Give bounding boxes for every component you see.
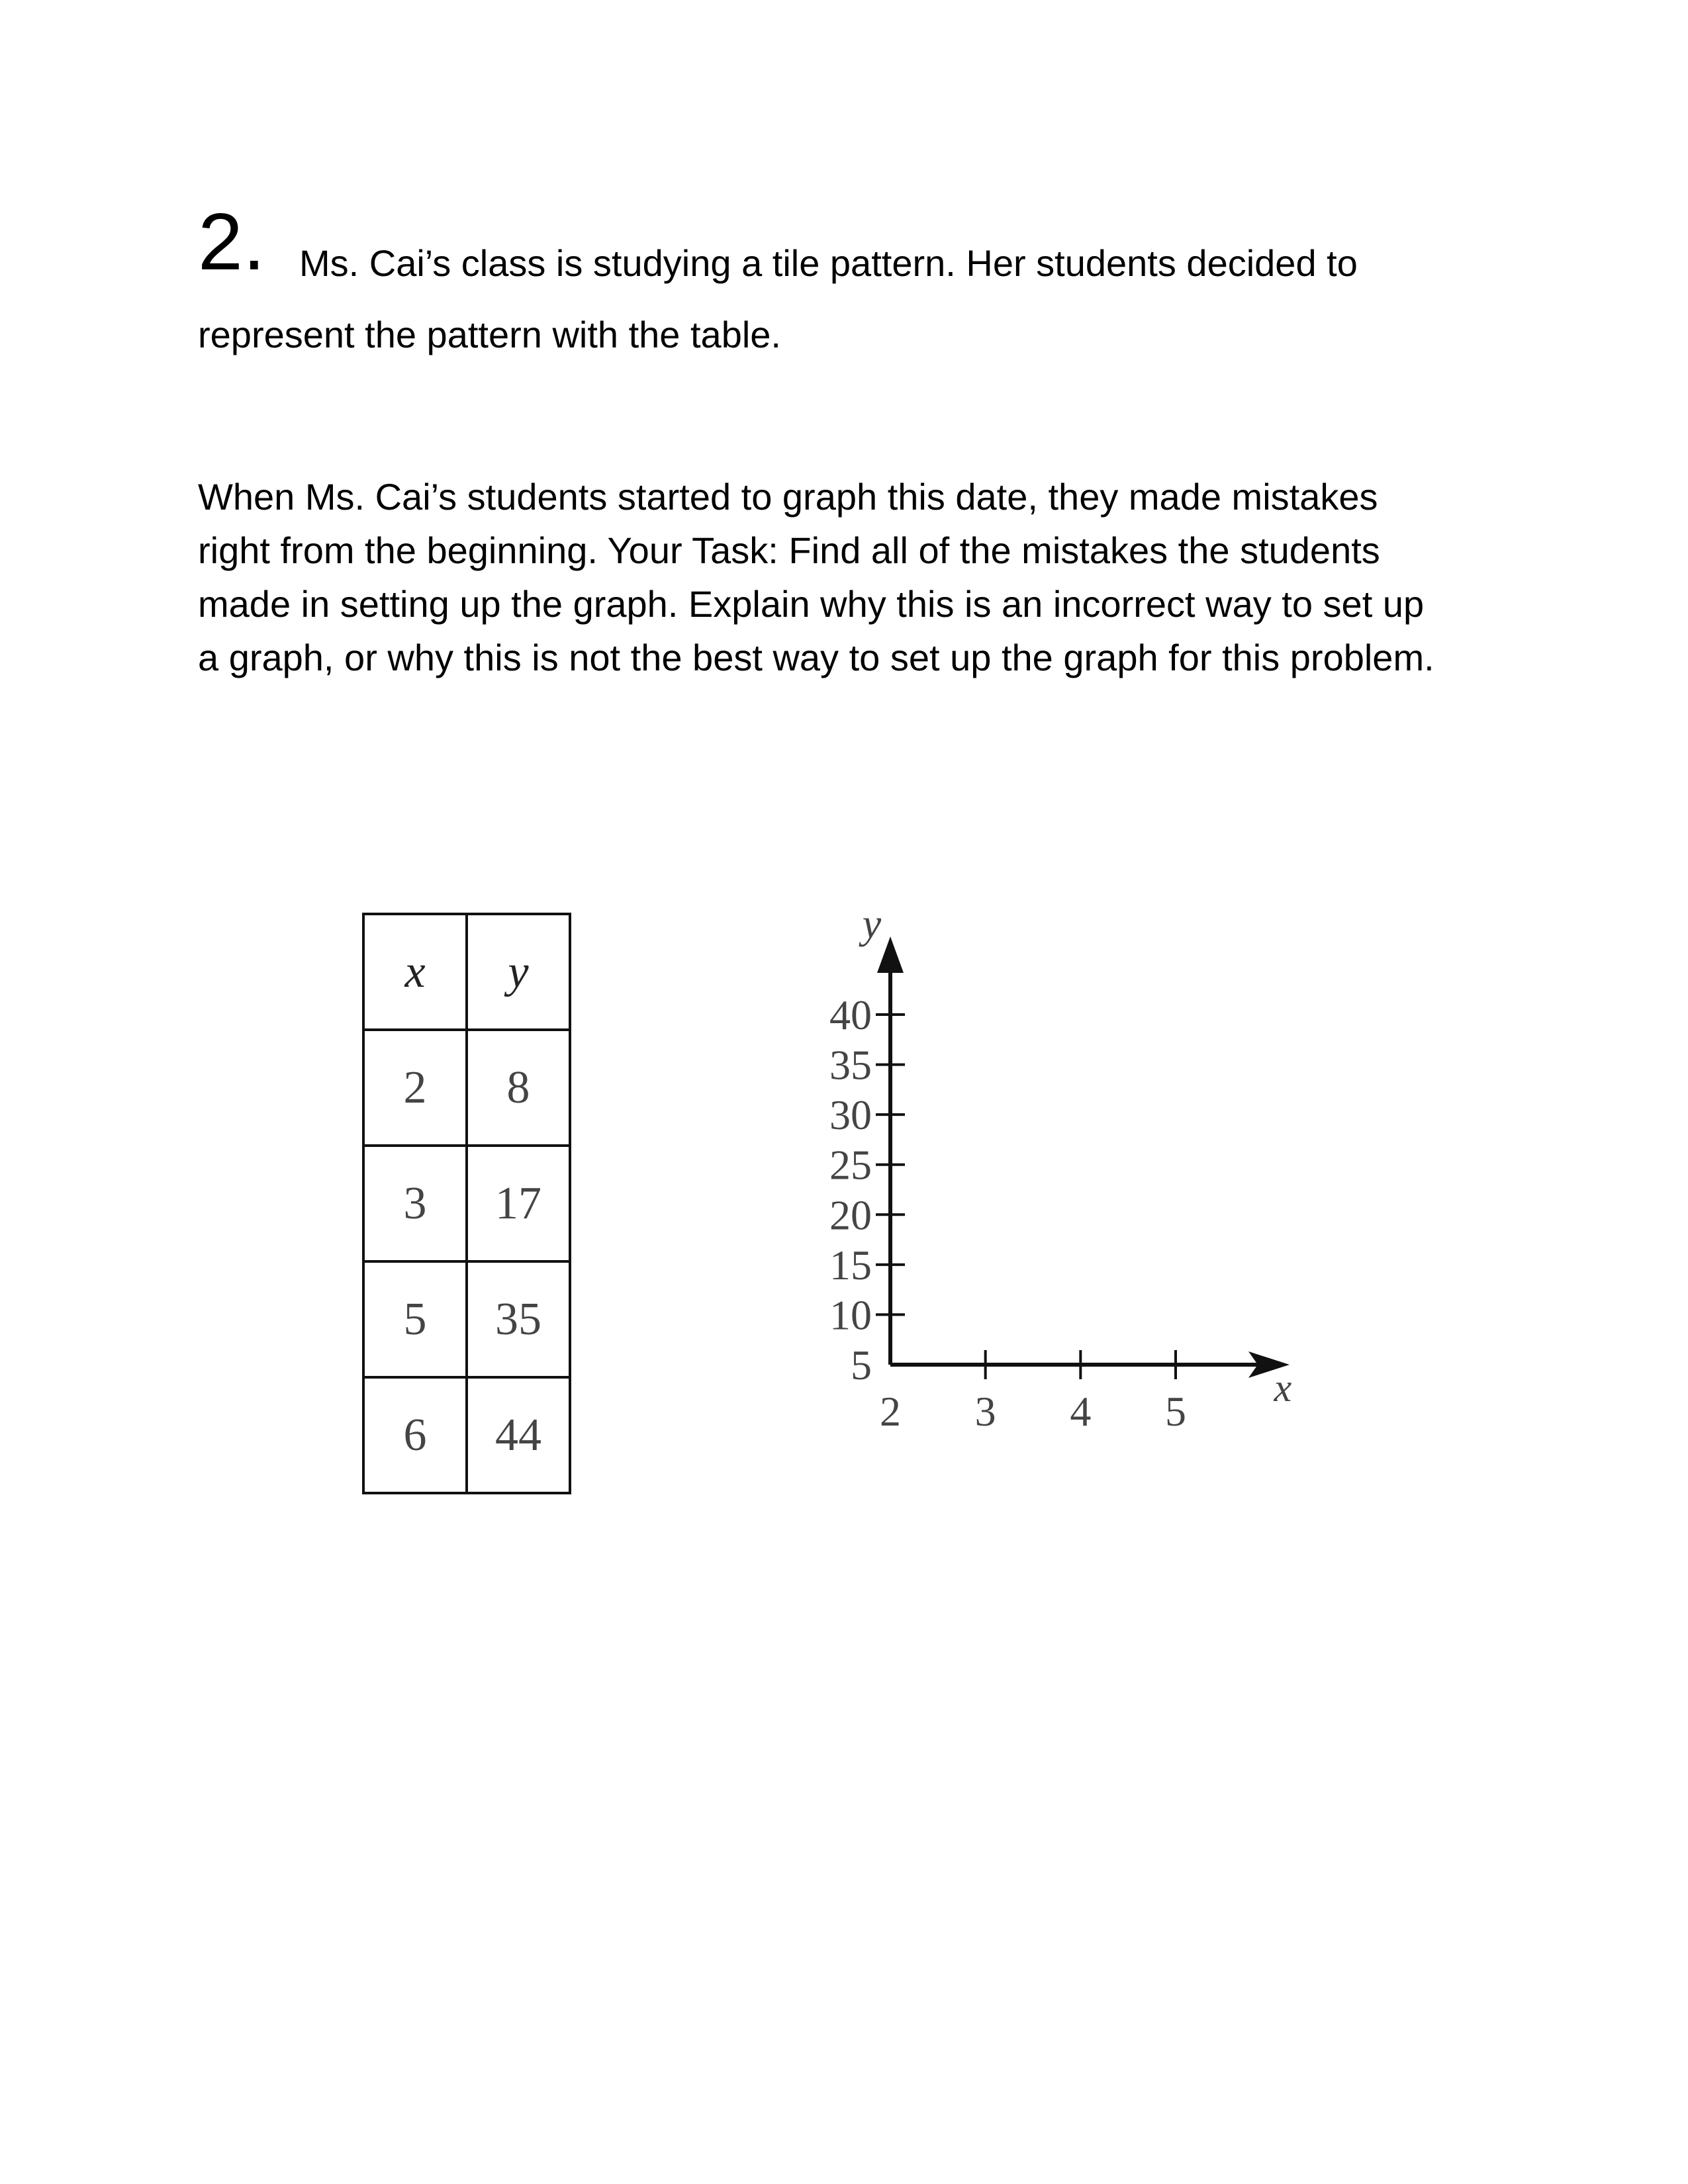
task-line: made in setting up the graph. Explain why this is an incorrect way to set up xyxy=(198,583,1425,625)
x-tick-label: 3 xyxy=(974,1388,996,1435)
table-header-x: x xyxy=(363,914,467,1030)
table-row xyxy=(363,1261,570,1377)
table-header-row xyxy=(363,914,570,1030)
y-tick-label: 10 xyxy=(829,1291,872,1339)
task-line: right from the beginning. Your Task: Find all of the mistakes the students xyxy=(198,529,1380,571)
table-row xyxy=(363,1377,570,1493)
y-axis-label: y xyxy=(862,907,882,947)
intro-text-continued: represent the pattern with the table. xyxy=(198,314,781,355)
y-tick-label: 25 xyxy=(829,1141,872,1189)
y-tick-label: 30 xyxy=(829,1091,872,1139)
y-tick-label: 35 xyxy=(829,1041,872,1089)
x-axis-label: x xyxy=(1274,1366,1292,1410)
intro-text: Ms. Cai’s class is studying a tile pattern. Her students decided to xyxy=(299,242,1358,284)
x-tick-label: 4 xyxy=(1070,1388,1092,1435)
table-cell-y: 44 xyxy=(467,1377,570,1493)
table-cell-x: 2 xyxy=(363,1030,467,1146)
x-tick-label: 2 xyxy=(880,1388,901,1435)
tick-labels xyxy=(829,907,1292,1435)
table-cell-x: 5 xyxy=(363,1261,467,1377)
table-cell-y: 17 xyxy=(467,1146,570,1261)
axes xyxy=(877,936,1289,1378)
tick-marks xyxy=(876,1015,1176,1379)
table-cell-x: 3 xyxy=(363,1146,467,1261)
table-cell-y: 35 xyxy=(467,1261,570,1377)
table-row xyxy=(363,1146,570,1261)
xy-table xyxy=(362,913,571,1494)
table-row xyxy=(363,1030,570,1146)
axes-graph xyxy=(781,907,1311,1469)
task-line: a graph, or why this is not the best way to set up the graph for this problem. xyxy=(198,637,1434,678)
intro-line-1 xyxy=(198,199,1522,285)
task-line: When Ms. Cai’s students started to graph this date, they made mistakes xyxy=(198,476,1378,518)
x-tick-label: 5 xyxy=(1165,1388,1186,1435)
y-tick-label: 15 xyxy=(829,1241,872,1289)
problem-number: 2. xyxy=(198,197,265,287)
problem-intro xyxy=(198,197,1522,355)
table-cell-x: 6 xyxy=(363,1377,467,1493)
task-paragraph xyxy=(198,470,1542,684)
y-tick-label: 5 xyxy=(851,1342,872,1388)
table-header-y: y xyxy=(467,914,570,1030)
y-tick-label: 40 xyxy=(829,991,872,1038)
table-cell-y: 8 xyxy=(467,1030,570,1146)
y-tick-label: 20 xyxy=(829,1191,872,1239)
